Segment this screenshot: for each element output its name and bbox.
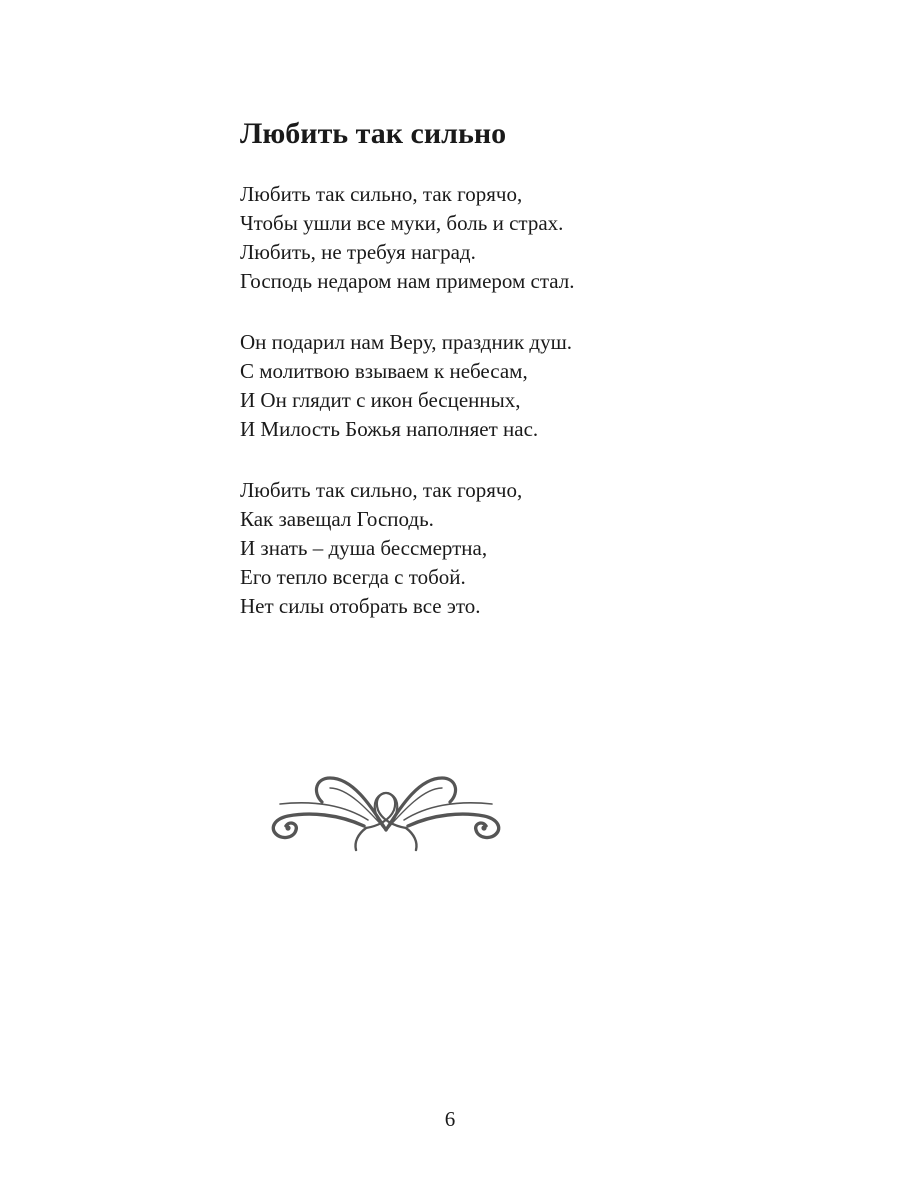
poem-line: Чтобы ушли все муки, боль и страх. (240, 211, 564, 235)
poem-line: С молитвою взываем к небесам, (240, 359, 528, 383)
poem-line: И Он глядит с икон бесценных, (240, 388, 521, 412)
poem-line: Господь недаром нам примером стал. (240, 269, 575, 293)
page-number: 6 (444, 1107, 456, 1131)
poem-line: Его тепло всегда с тобой. (240, 565, 466, 589)
poem-line: Любить так сильно, так горячо, (240, 478, 523, 502)
poem-title: Любить так сильно (240, 117, 507, 150)
poem-line: И знать – душа бессмертна, (240, 536, 488, 560)
stanza-1 (240, 180, 700, 296)
stanza-2 (240, 328, 700, 444)
poem-line: Любить так сильно, так горячо, (240, 182, 523, 206)
flourish-heart-ornament-icon (266, 770, 506, 854)
poem-body (240, 180, 700, 653)
poem-line: Нет силы отобрать все это. (240, 594, 481, 618)
stanza-3 (240, 476, 700, 621)
poem-line: Любить, не требуя наград. (240, 240, 476, 264)
poem-line: Как завещал Господь. (240, 507, 434, 531)
poem-line: И Милость Божья наполняет нас. (240, 417, 539, 441)
poem-line: Он подарил нам Веру, праздник душ. (240, 330, 573, 354)
